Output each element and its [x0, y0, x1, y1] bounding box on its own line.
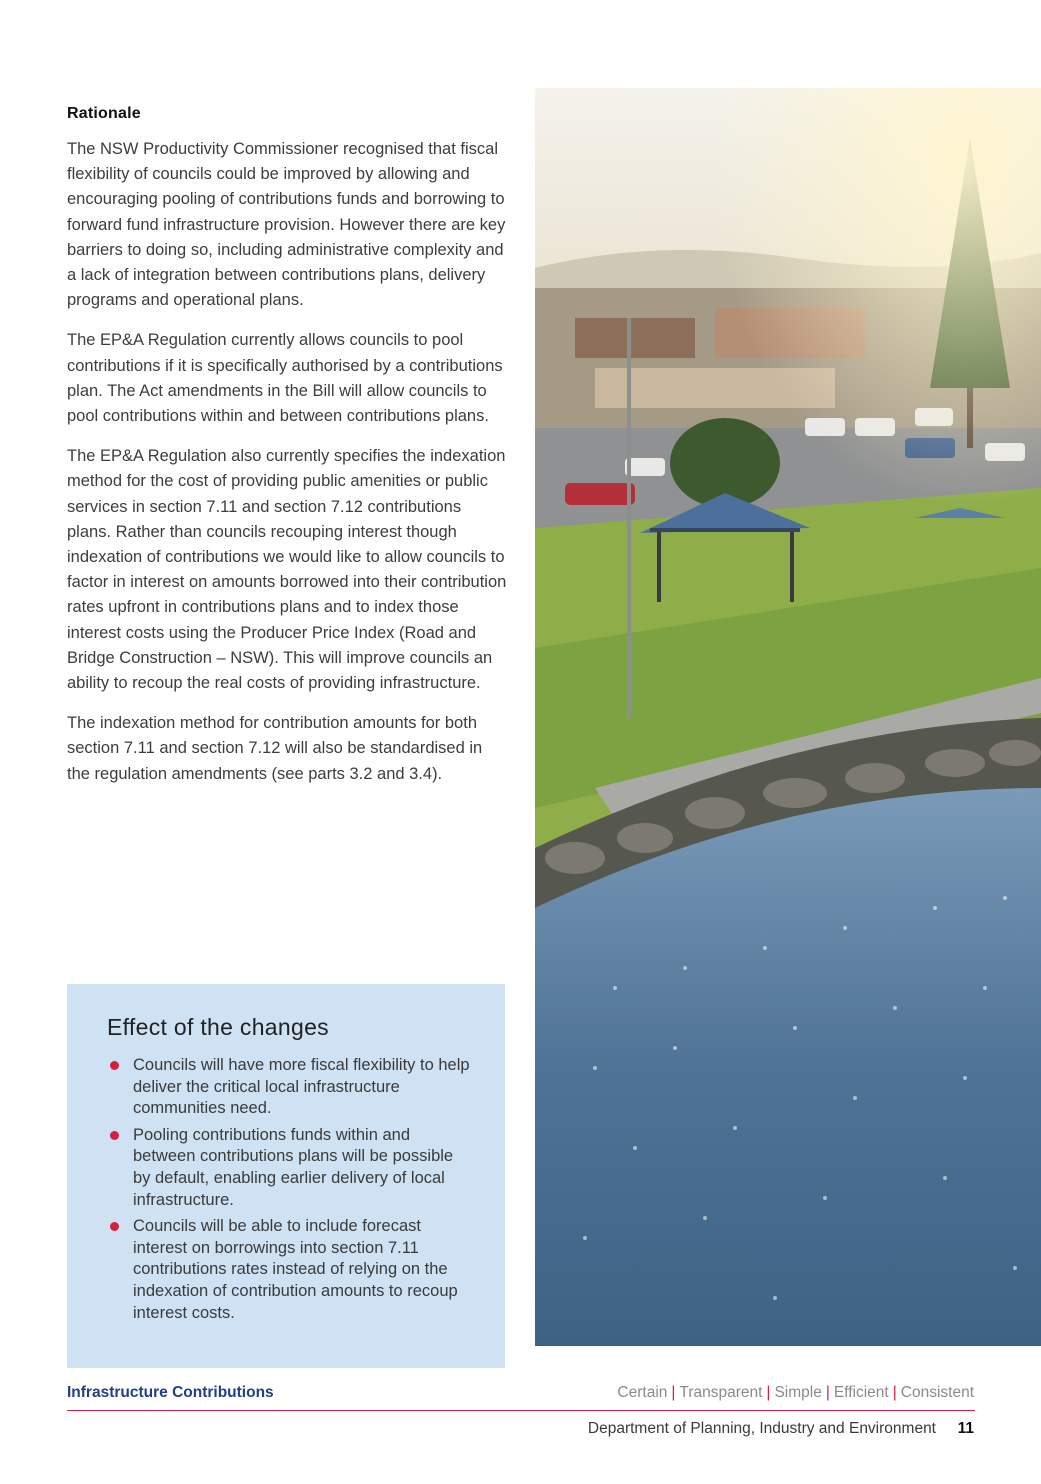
rationale-paragraph-4: The indexation method for contribution amounts for both section 7.11 and section 7.12 will also be standardised in the regulation amendments (see parts 3.2 and 3.4).: [67, 714, 483, 783]
effect-list: [107, 1055, 475, 1324]
bullet-dot-icon: [110, 1131, 119, 1140]
effect-list-item: [107, 1216, 475, 1324]
tag-certain: Certain: [617, 1384, 668, 1401]
footer-tagline: [617, 1384, 974, 1402]
effect-list-item: [107, 1055, 475, 1120]
rationale-heading: Rationale: [67, 105, 141, 122]
page-number: 11: [957, 1420, 974, 1437]
rationale-paragraph-2: The EP&A Regulation currently allows councils to pool contributions if it is specifically authorised by a contributions plan. The Act amendments in the Bill will allow councils to pool contributions within and between contributions plans.: [67, 331, 503, 426]
separator: |: [892, 1384, 897, 1401]
footer-title: Infrastructure Contributions: [67, 1384, 274, 1401]
separator: |: [825, 1384, 830, 1401]
bullet-dot-icon: [110, 1061, 119, 1070]
tag-simple: Simple: [774, 1384, 822, 1401]
rationale-section: [67, 105, 507, 802]
photo-illustration: [535, 88, 1041, 1346]
tag-efficient: Efficient: [833, 1384, 889, 1401]
effect-item-text: Pooling contributions funds within and between contributions plans will be possible by default, enabling earlier delivery of local infrastructure.: [133, 1125, 454, 1209]
department-name: Department of Planning, Industry and Environment: [587, 1420, 936, 1437]
effect-item-text: Councils will be able to include forecast interest on borrowings into section 7.11 contributions rates instead of relying on the indexation of contribution amounts to recoup interest costs.: [133, 1217, 458, 1322]
rationale-paragraph-3: The EP&A Regulation also currently specifies the indexation method for the cost of providing public amenities or public services in section 7.11 and section 7.12 contributions plans. Rather than councils recouping interest though indexation of contributions we would like to allow councils to factor in interest on amounts borrowed into their contribution rates upfront in contributions plans and to index those interest costs using the Producer Price Index (Road and Bridge Construction – NSW). This will improve councils an ability to recoup the real costs of providing infrastructure.: [67, 447, 507, 693]
rationale-paragraph-1: The NSW Productivity Commissioner recognised that fiscal flexibility of councils could be improved by allowing and encouraging pooling of contributions funds and borrowing to forward fund infrastructure provision. However there are key barriers to doing so, including administrative complexity and a lack of integration between contributions plans, delivery programs and operational plans.: [67, 140, 506, 310]
separator: |: [671, 1384, 676, 1401]
bullet-dot-icon: [110, 1222, 119, 1231]
tag-transparent: Transparent: [679, 1384, 763, 1401]
footer-divider: [67, 1410, 975, 1411]
effect-list-item: [107, 1125, 475, 1211]
coastal-park-photo: [535, 88, 1041, 1346]
effect-title: Effect of the changes: [107, 1014, 329, 1040]
effect-item-text: Councils will have more fiscal flexibility to help deliver the critical local infrastructure communities need.: [133, 1056, 470, 1118]
effect-of-changes-box: [67, 984, 505, 1368]
separator: |: [766, 1384, 771, 1401]
tag-consistent: Consistent: [900, 1384, 974, 1401]
